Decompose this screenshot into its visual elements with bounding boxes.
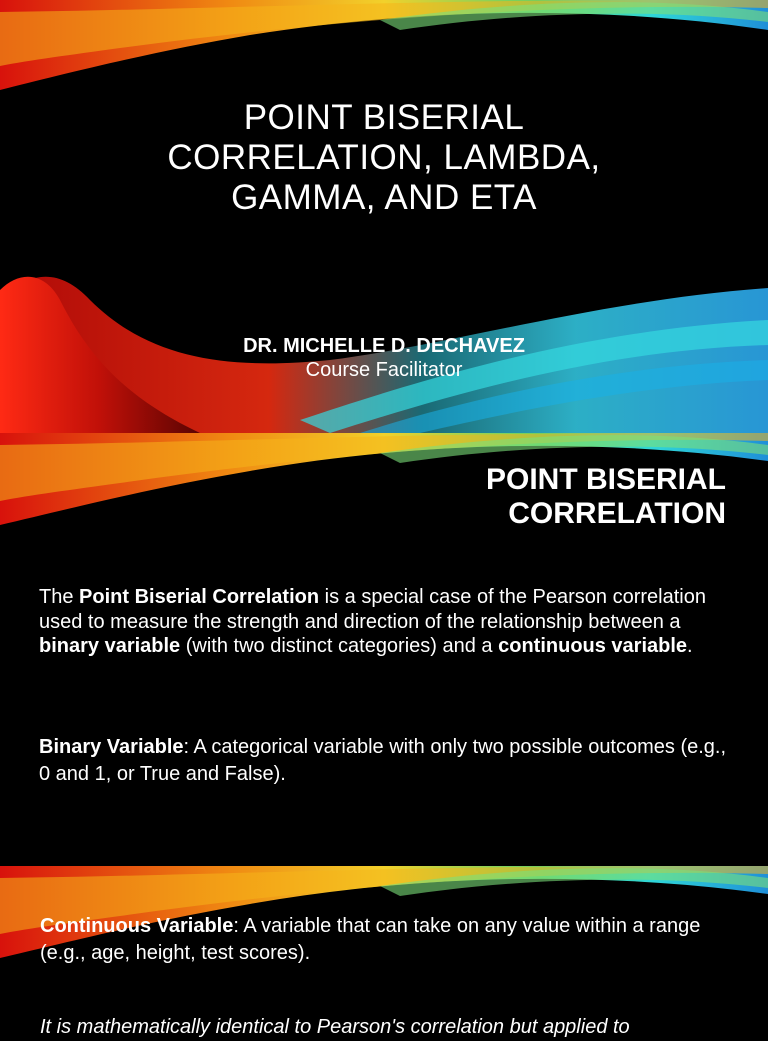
text-run: . — [687, 635, 693, 657]
title-slide — [0, 0, 768, 433]
pearson-note-paragraph — [40, 1014, 740, 1041]
slide-heading — [486, 463, 726, 531]
bold-term: Binary Variable — [39, 736, 184, 758]
content-slide-continuous — [0, 866, 768, 1038]
author-name: DR. MICHELLE D. DECHAVEZ — [243, 335, 525, 357]
text-run: (with two distinct categories) and a — [180, 635, 499, 657]
author-role: Course Facilitator — [305, 359, 463, 381]
continuous-variable-paragraph — [40, 913, 740, 967]
text-run: The — [39, 586, 80, 608]
text-run: : A variable that can take on any value within a range (e.g., age, height, test scores). — [40, 915, 701, 964]
text-run: : A categorical variable with only two possible outcomes (e.g., 0 and 1, or True and False). — [39, 736, 727, 785]
title-line: POINT BISERIAL — [243, 98, 525, 137]
bold-term: binary variable — [39, 635, 181, 657]
text-run: is a special case of the Pearson correlation used to measure the strength and direction of the relationship between a — [39, 586, 706, 633]
bold-term: Point Biserial Correlation — [79, 586, 320, 608]
title-line: GAMMA, AND ETA — [231, 178, 537, 217]
heading-line: POINT BISERIAL — [485, 463, 726, 496]
author-block — [0, 334, 768, 382]
heading-line: CORRELATION — [508, 497, 726, 530]
definition-paragraph — [39, 585, 729, 659]
title-line: CORRELATION, LAMBDA, — [167, 138, 601, 177]
binary-variable-paragraph — [39, 734, 729, 788]
bold-term: Continuous Variable — [40, 915, 234, 937]
text-run: It is mathematically identical to Pearson's correlation but applied to — [40, 1016, 630, 1038]
content-slide-point-biserial — [0, 433, 768, 866]
bold-term: continuous variable — [498, 635, 688, 657]
slide-title — [0, 98, 768, 218]
